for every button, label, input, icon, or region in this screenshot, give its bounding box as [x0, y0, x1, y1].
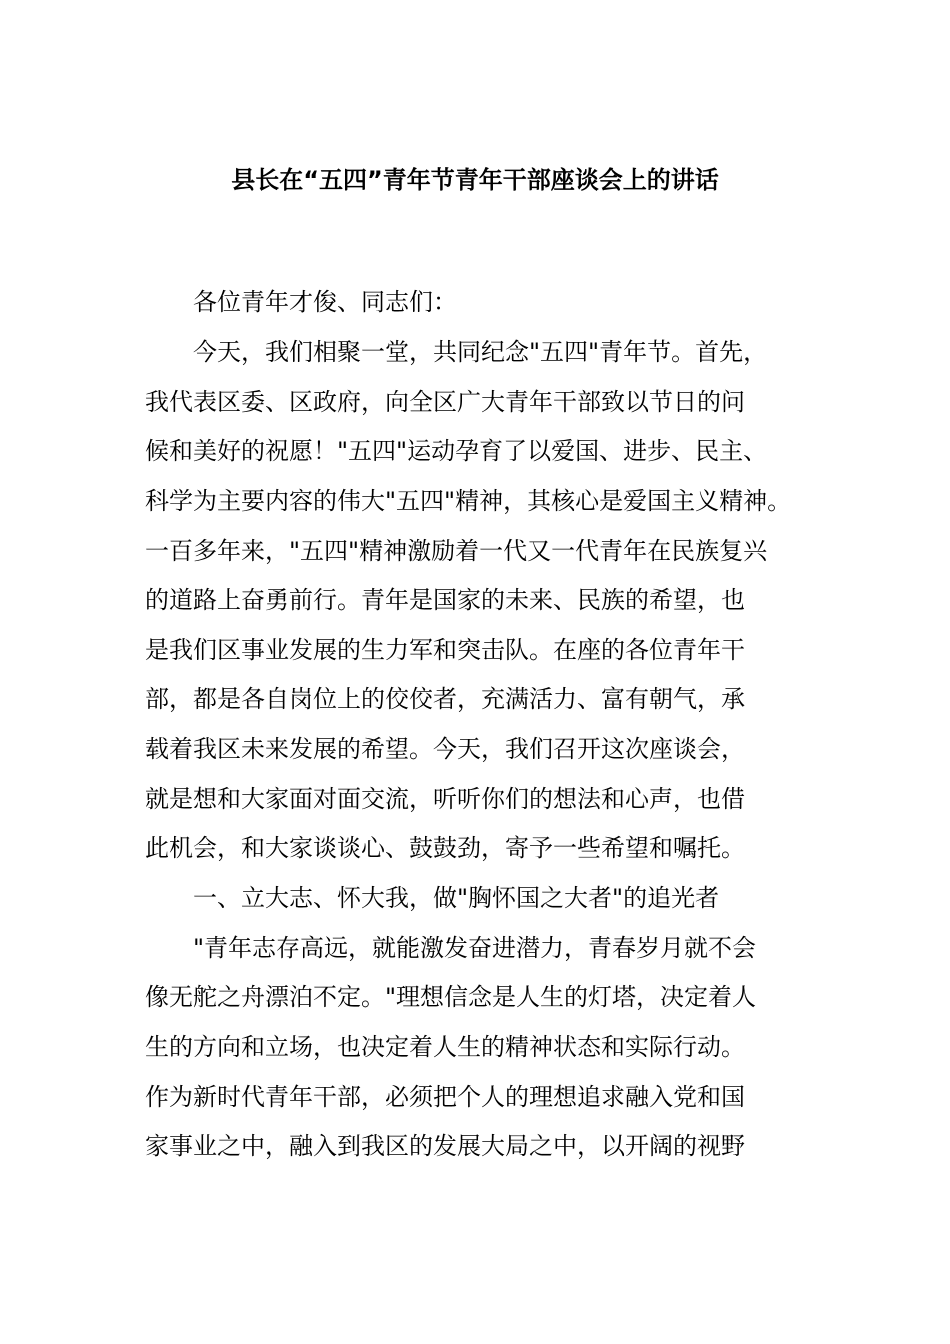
body-line: 作为新时代青年干部，必须把个人的理想追求融入党和国 [145, 1083, 745, 1111]
section-heading: 一、立大志、怀大我，做"胸怀国之大者"的追光者 [145, 884, 720, 912]
body-line: 我代表区委、区政府，向全区广大青年干部致以节日的问 [145, 388, 745, 416]
body-line: "青年志存高远，就能激发奋进潜力，青春岁月就不会 [145, 934, 757, 962]
body-line: 像无舵之舟漂泊不定。"理想信念是人生的灯塔，决定着人 [145, 983, 757, 1011]
body-line: 此机会，和大家谈谈心、鼓鼓劲，寄予一些希望和嘱托。 [145, 834, 745, 862]
body-line: 各位青年才俊、同志们： [145, 288, 457, 316]
body-line: 科学为主要内容的伟大"五四"精神，其核心是爱国主义精神。 [145, 487, 792, 515]
body-line: 的道路上奋勇前行。青年是国家的未来、民族的希望，也 [145, 586, 745, 614]
body-line: 就是想和大家面对面交流，听听你们的想法和心声，也借 [145, 785, 745, 813]
body-line: 部，都是各自岗位上的佼佼者，充满活力、富有朝气，承 [145, 685, 745, 713]
body-line: 是我们区事业发展的生力军和突击队。在座的各位青年干 [145, 636, 745, 664]
body-line: 生的方向和立场，也决定着人生的精神状态和实际行动。 [145, 1033, 745, 1061]
document-title: 县长在“五四”青年节青年干部座谈会上的讲话 [231, 166, 719, 194]
body-line: 今天，我们相聚一堂，共同纪念"五四"青年节。首先， [145, 338, 768, 366]
body-line: 候和美好的祝愿！"五四"运动孕育了以爱国、进步、民主、 [145, 437, 768, 465]
body-line: 一百多年来，"五四"精神激励着一代又一代青年在民族复兴 [145, 537, 768, 565]
body-line: 家事业之中，融入到我区的发展大局之中，以开阔的视野 [145, 1132, 745, 1160]
body-line: 载着我区未来发展的希望。今天，我们召开这次座谈会， [145, 735, 745, 763]
